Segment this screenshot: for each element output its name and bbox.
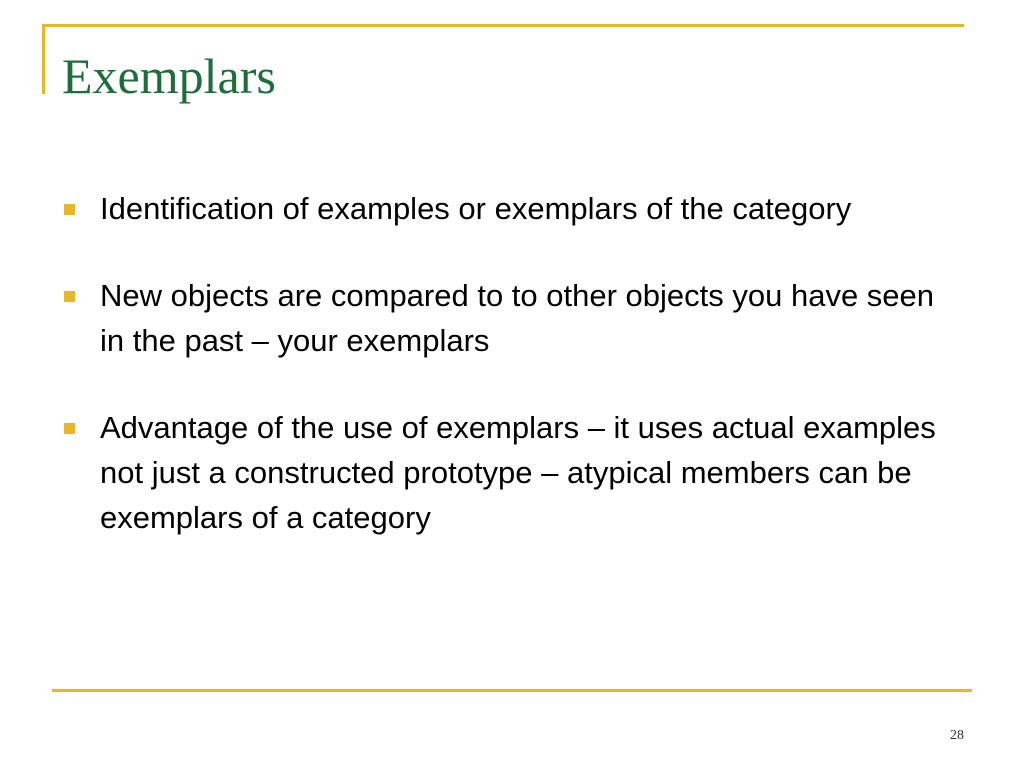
bullet-list bbox=[62, 186, 962, 582]
left-border-line bbox=[42, 24, 45, 94]
square-bullet-icon bbox=[64, 291, 75, 302]
footer-divider-line bbox=[52, 689, 972, 692]
page-number: 28 bbox=[950, 728, 964, 743]
slide-title: Exemplars bbox=[62, 48, 276, 104]
bullet-text: New objects are compared to to other objects you have seen in the past – your exemplars bbox=[100, 278, 935, 358]
bullet-text: Identification of examples or exemplars of the category bbox=[100, 191, 852, 226]
bullet-text: Advantage of the use of exemplars – it uses actual examples not just a constructed prototype – atypical members can be exemplars of a category bbox=[100, 410, 936, 535]
top-border-line bbox=[42, 24, 964, 27]
square-bullet-icon bbox=[64, 423, 75, 434]
bullet-item bbox=[62, 273, 962, 363]
square-bullet-icon bbox=[64, 204, 75, 215]
bullet-item bbox=[62, 186, 962, 231]
bullet-item bbox=[62, 405, 962, 540]
